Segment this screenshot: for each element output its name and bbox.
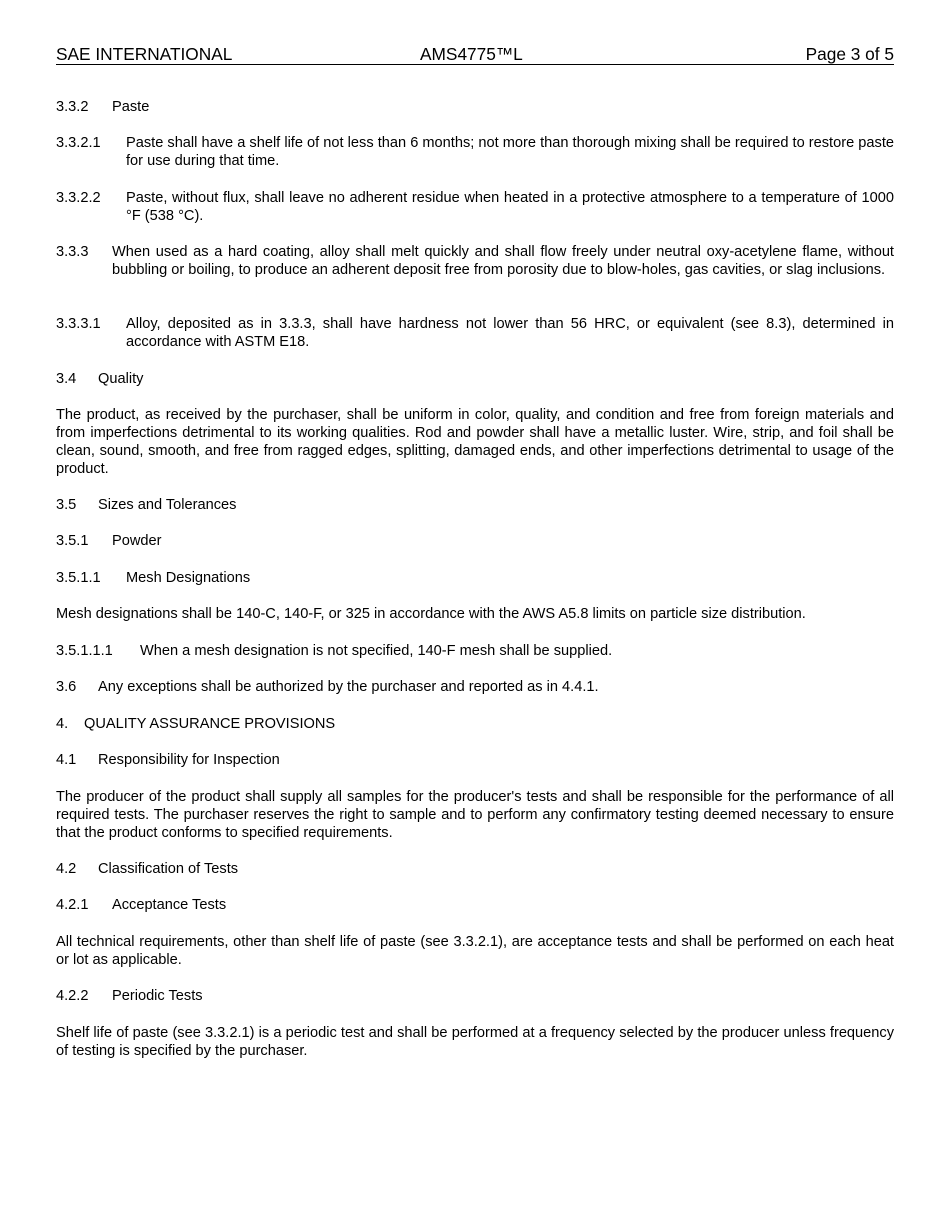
section-title: Paste bbox=[112, 99, 150, 115]
section-text: Alloy, deposited as in 3.3.3, shall have hardness not lower than 56 HRC, or equivalent (see 8.3), determined in accordance with ASTM E18. bbox=[126, 316, 894, 350]
section-3-3-3 bbox=[56, 243, 894, 279]
section-3-5-1-1-body: Mesh designations shall be 140-C, 140-F, or 325 in accordance with the AWS A5.8 limits on particle size distribution. bbox=[56, 606, 806, 622]
section-number: 4.1 bbox=[56, 752, 77, 768]
section-4-2-heading bbox=[56, 860, 894, 878]
section-number: 4.2.1 bbox=[56, 897, 89, 913]
section-4-2-2-body: Shelf life of paste (see 3.3.2.1) is a periodic test and shall be performed at a frequency selected by the producer unless frequency of testing is specified by the purchaser. bbox=[56, 1025, 894, 1059]
page-header bbox=[56, 44, 894, 65]
section-3-3-2-2 bbox=[56, 189, 894, 225]
section-3-4-heading bbox=[56, 370, 894, 388]
section-3-3-2-1 bbox=[56, 134, 894, 170]
section-text: Any exceptions shall be authorized by the purchaser and reported as in 4.4.1. bbox=[98, 679, 599, 695]
section-number: 3.3.3.1 bbox=[56, 316, 101, 332]
header-organization: SAE INTERNATIONAL bbox=[56, 44, 233, 64]
section-number: 3.6 bbox=[56, 679, 77, 695]
section-3-5-1-1-1 bbox=[56, 642, 894, 660]
section-title: Sizes and Tolerances bbox=[98, 497, 237, 513]
section-3-4-body: The product, as received by the purchaser, shall be uniform in color, quality, and condition and free from foreign materials and from imperfections detrimental to its working qualities. Rod and powder shall have a metallic luster. Wire, strip, and foil shall be clean, sound, smooth, and free from ragged edges, splitting, damaged ends, and other imperfections detrimental to usage of the product. bbox=[56, 407, 894, 477]
section-4-2-1-heading bbox=[56, 896, 894, 914]
section-number: 3.3.3 bbox=[56, 244, 89, 260]
section-3-3-3-1 bbox=[56, 315, 894, 351]
section-text: Paste shall have a shelf life of not less than 6 months; not more than thorough mixing shall be required to restore paste for use during that time. bbox=[126, 135, 894, 169]
section-text: When a mesh designation is not specified, 140-F mesh shall be supplied. bbox=[140, 643, 613, 659]
section-number: 3.3.2 bbox=[56, 99, 89, 115]
section-4-2-2-heading bbox=[56, 987, 894, 1005]
section-title: Responsibility for Inspection bbox=[98, 752, 280, 768]
section-title: Mesh Designations bbox=[126, 570, 251, 586]
section-number: 3.5.1.1.1 bbox=[56, 643, 113, 659]
section-text: Paste, without flux, shall leave no adherent residue when heated in a protective atmosphere to a temperature of 1000 °F (538 °C). bbox=[126, 190, 894, 224]
section-number: 3.5.1 bbox=[56, 533, 89, 549]
section-3-5-1-heading bbox=[56, 532, 894, 550]
section-4-1-heading bbox=[56, 751, 894, 769]
section-title: Powder bbox=[112, 533, 162, 549]
section-title: Periodic Tests bbox=[112, 988, 203, 1004]
section-number: 3.4 bbox=[56, 371, 77, 387]
section-4-2-1-body: All technical requirements, other than shelf life of paste (see 3.3.2.1), are acceptance tests and shall be performed on each heat or lot as applicable. bbox=[56, 934, 894, 968]
section-title: Quality bbox=[98, 371, 144, 387]
section-number: 4.2.2 bbox=[56, 988, 89, 1004]
section-3-6 bbox=[56, 678, 894, 696]
section-3-3-2-heading bbox=[56, 98, 894, 116]
section-4-1-body: The producer of the product shall supply all samples for the producer's tests and shall be responsible for the performance of all required tests. The purchaser reserves the right to sample and to perform any confirmatory testing deemed necessary to ensure that the product conforms to specified requirements. bbox=[56, 789, 894, 841]
section-3-5-heading bbox=[56, 496, 894, 514]
section-number: 3.3.2.2 bbox=[56, 190, 101, 206]
section-number: 3.5 bbox=[56, 497, 77, 513]
header-page-number: Page 3 of 5 bbox=[805, 44, 894, 64]
section-title: Acceptance Tests bbox=[112, 897, 227, 913]
section-number: 4.2 bbox=[56, 861, 77, 877]
section-title: Classification of Tests bbox=[98, 861, 239, 877]
section-number: 4. bbox=[56, 716, 69, 732]
section-title: QUALITY ASSURANCE PROVISIONS bbox=[84, 716, 336, 732]
section-number: 3.5.1.1 bbox=[56, 570, 101, 586]
section-text: When used as a hard coating, alloy shall melt quickly and shall flow freely under neutral oxy-acetylene flame, without bubbling or boiling, to produce an adherent deposit free from porosity due to blow-holes, gas cavities, or slag inclusions. bbox=[112, 244, 894, 278]
section-4-heading bbox=[56, 715, 894, 733]
section-number: 3.3.2.1 bbox=[56, 135, 101, 151]
header-document-number: AMS4775™L bbox=[420, 44, 523, 64]
section-3-5-1-1-heading bbox=[56, 569, 894, 587]
